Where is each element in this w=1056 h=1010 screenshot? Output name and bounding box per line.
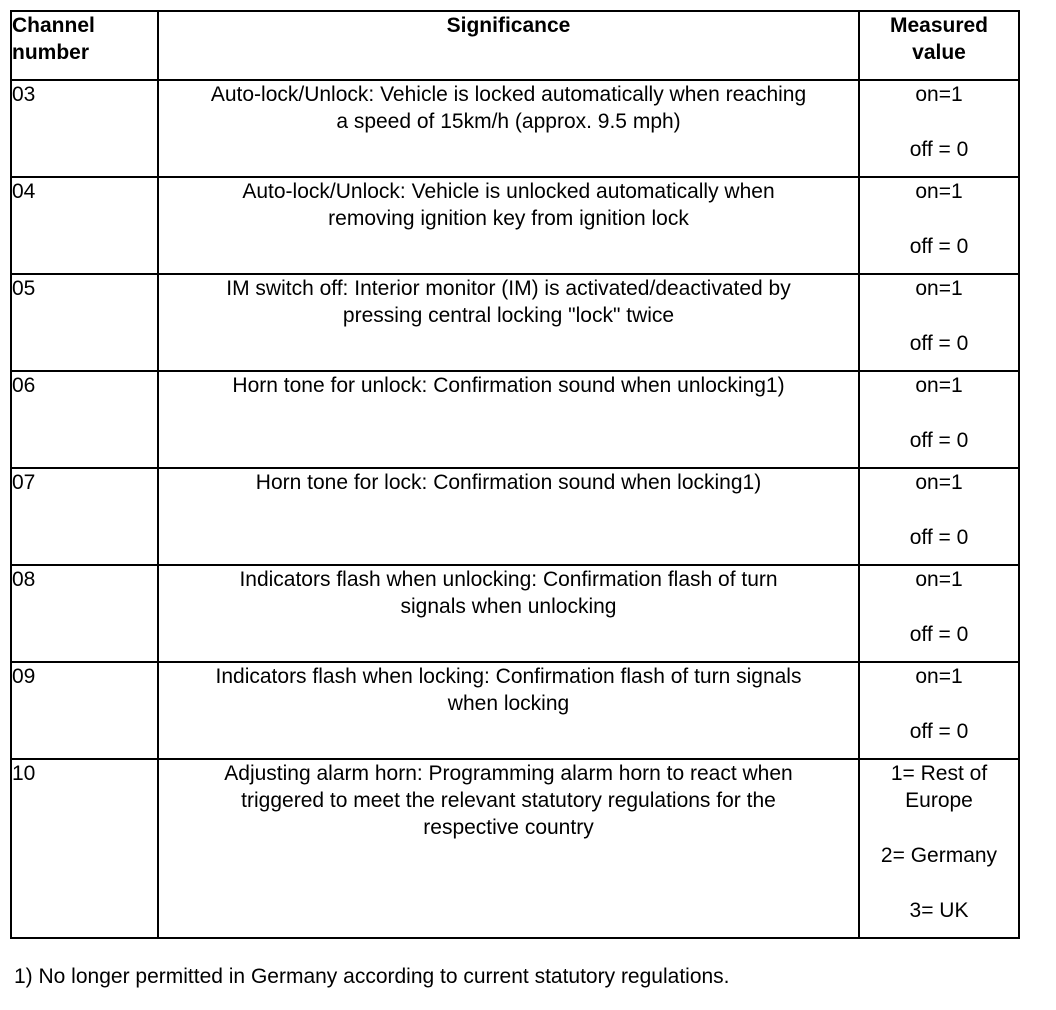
channel-number: 07: [11, 468, 158, 565]
channel-number: 03: [11, 80, 158, 177]
table-row: [11, 80, 1019, 177]
channel-number: 08: [11, 565, 158, 662]
table-row: [11, 759, 1019, 938]
channel-number: 10: [11, 759, 158, 938]
significance-text: Adjusting alarm horn: Programming alarm horn to react when triggered to meet the relevant statutory regulations for the respective country: [158, 759, 859, 938]
channel-number: 05: [11, 274, 158, 371]
significance-text: IM switch off: Interior monitor (IM) is activated/deactivated by pressing central locking "lock" twice: [158, 274, 859, 371]
measured-value: on=1 off = 0: [859, 565, 1019, 662]
significance-text: Indicators flash when locking: Confirmation flash of turn signals when locking: [158, 662, 859, 759]
measured-value: on=1 off = 0: [859, 662, 1019, 759]
significance-text: Indicators flash when unlocking: Confirmation flash of turn signals when unlocking: [158, 565, 859, 662]
footnote: 1) No longer permitted in Germany according to current statutory regulations.: [14, 965, 730, 988]
channel-number: 06: [11, 371, 158, 468]
channel-table: [10, 10, 1020, 939]
header-channel-number: Channel number: [11, 11, 158, 80]
significance-text: Horn tone for lock: Confirmation sound when locking1): [158, 468, 859, 565]
significance-text: Horn tone for unlock: Confirmation sound when unlocking1): [158, 371, 859, 468]
header-measured-value: Measured value: [859, 11, 1019, 80]
significance-text: Auto-lock/Unlock: Vehicle is locked automatically when reaching a speed of 15km/h (approx. 9.5 mph): [158, 80, 859, 177]
measured-value: on=1 off = 0: [859, 371, 1019, 468]
table-row: [11, 177, 1019, 274]
measured-value: on=1 off = 0: [859, 274, 1019, 371]
measured-value: on=1 off = 0: [859, 80, 1019, 177]
header-significance: Significance: [158, 11, 859, 80]
table-row: [11, 274, 1019, 371]
measured-value: 1= Rest of Europe 2= Germany 3= UK: [859, 759, 1019, 938]
table-row: [11, 468, 1019, 565]
measured-value: on=1 off = 0: [859, 468, 1019, 565]
measured-value: on=1 off = 0: [859, 177, 1019, 274]
table-row: [11, 565, 1019, 662]
significance-text: Auto-lock/Unlock: Vehicle is unlocked automatically when removing ignition key from ignition lock: [158, 177, 859, 274]
channel-number: 04: [11, 177, 158, 274]
table-row: [11, 371, 1019, 468]
table-header-row: [11, 11, 1019, 80]
channel-number: 09: [11, 662, 158, 759]
table-row: [11, 662, 1019, 759]
